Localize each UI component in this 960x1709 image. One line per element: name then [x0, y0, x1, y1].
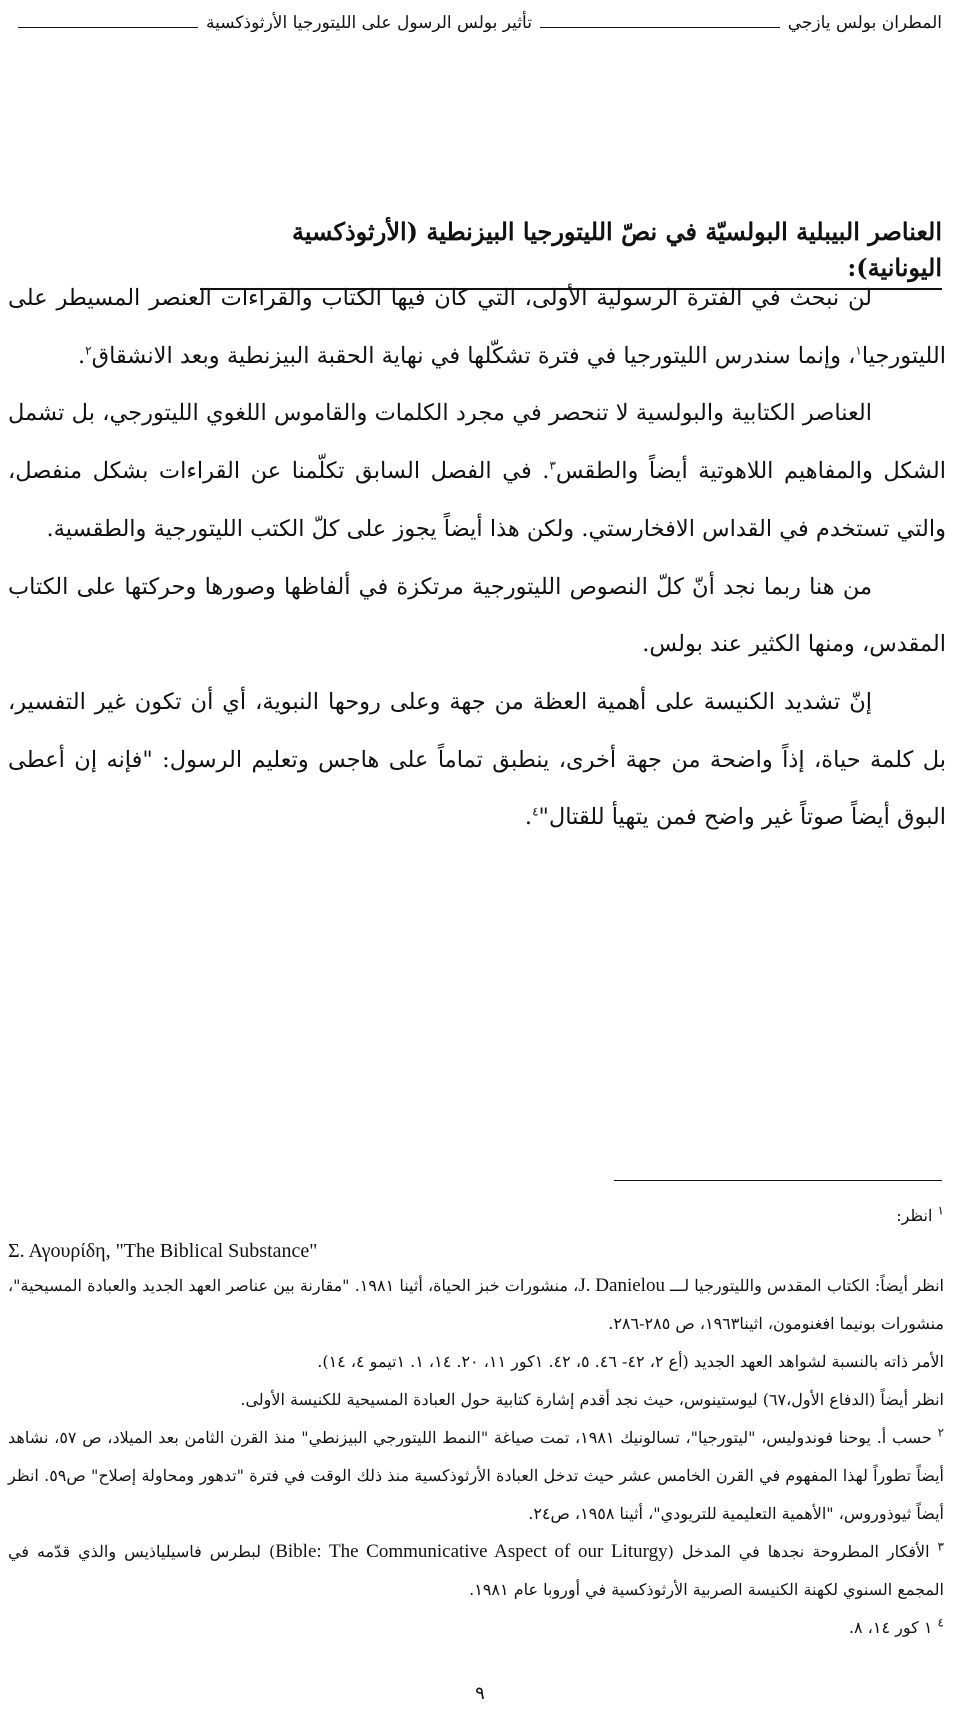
paragraph-3: من هنا ربما نجد أنّ كلّ النصوص الليتورجية مرتكزة في ألفاظها وصورها وحركتها على الكتاب المقدس، ومنها الكثير عند بولس.	[8, 573, 946, 658]
running-header	[10, 6, 942, 34]
header-rule-left	[18, 27, 198, 28]
footnote-1-line-b: الأمر ذاته بالنسبة لشواهد العهد الجديد (أع ٢، ٤٢- ٤٦. ٥، ٤٢. ١كور ١١، ٢٠. ١٤، ١. ١تيمو ٤، ١٤).	[317, 1352, 944, 1371]
footnote-4: $^٤$ ١ كور ١٤، ٨.	[848, 1615, 944, 1637]
footnote-1-label: $^١$ انظر:	[896, 1203, 944, 1225]
footnote-1-greek-reference: Σ. Αγουρίδη, "The Biblical Substance"	[8, 1240, 318, 1262]
liturgy-english-title: Bible: The Communicative Aspect of our Liturgy	[275, 1541, 668, 1562]
footnote-2: $^٢$ حسب أ. يوحنا فوندوليس، "ليتورجيا"، تسالونيك ١٩٨١، تمت صياغة "النمط الليتورجي البيزنطي" منذ القرن الثامن بعد الميلاد، ص ٥٧، نشاهد أيضاً تطوراً لهذا المفهوم في القرن الخامس عشر حيث تدخل العبادة الأرثوذكسية منذ ذلك الوقت في فترة "تدهور ومحاولة إصلاح" ص٥٩. انظر أيضاً ثيوذوروس، "الأهمية التعليمية للتريودي"، أثينا ١٩٥٨، ص٢٤.	[8, 1425, 945, 1523]
footnote-3-marker: ٣	[937, 1539, 944, 1554]
footnote-ref-4[interactable]: ٤	[532, 804, 539, 819]
header-running-title: تأثير بولس الرسول على الليتورجيا الأرثوذكسية	[206, 13, 532, 33]
footnote-1-line-c: انظر أيضاً (الدفاع الأول،٦٧) ليوستينوس، حيث نجد أقدم إشارة كتابية حول العبادة المسيحية للكنيسة الأولى.	[240, 1390, 944, 1409]
footnote-ref-2[interactable]: ٢	[85, 343, 92, 358]
section-title: العناصر البيبلية البولسيّة في نصّ الليتورجيا البيزنطية (الأرثوذكسية اليونانية):	[200, 214, 942, 290]
footnote-1-marker: ١	[937, 1203, 944, 1218]
danielou-reference: J. Danielou	[578, 1275, 665, 1296]
footnote-separator	[614, 1180, 942, 1181]
footnote-3: $^٣$ الأفكار المطروحة نجدها في المدخل (Bible: The Communicative Aspect of our Liturgy) لبطرس فاسيلياذيس والذي قدّمه في المجمع السنوي لكهنة الكنيسة الصربية الأرثوذكسية في أوروبا عام ١٩٨١.	[8, 1539, 944, 1599]
footnote-2-marker: ٢	[937, 1425, 945, 1440]
paragraph-1: لن نبحث في الفترة الرسولية الأولى، التي كان فيها الكتاب والقراءات العنصر المسيطر على الليتورجيا$^١$، وإنما سندرس الليتورجيا في فترة تشكّلها في نهاية الحقبة البيزنطية وبعد الانشقاق$^٢$.	[8, 285, 946, 369]
footnote-ref-1[interactable]: ١	[855, 343, 862, 358]
header-rule-right	[540, 27, 780, 28]
footnotes	[8, 1197, 944, 1647]
page-number: ٩	[475, 1683, 485, 1704]
paragraph-2: العناصر الكتابية والبولسية لا تنحصر في مجرد الكلمات والقاموس اللغوي الليتورجي، بل تشمل الشكل والمفاهيم اللاهوتية أيضاً والطقس$^٣$. في الفصل السابق تكلّمنا عن القراءات بشكل منفصل، والتي تستخدم في القداس الافخارستي. ولكن هذا أيضاً يجوز على كلّ الكتب الليتورجية والطقسية.	[8, 400, 946, 542]
footnote-ref-3[interactable]: ٣	[549, 458, 556, 473]
footnote-1-line-a: انظر أيضاً: الكتاب المقدس والليتورجيا لـــ J. Danielou، منشورات خبز الحياة، أثينا ١٩٨١. "مقارنة بين عناصر العهد الجديد والعبادة المسيحية"، منشورات بونيما افغنومون، اثينا١٩٦٣، ص ٢٨٥-٢٨٦.	[8, 1275, 944, 1333]
footnote-4-marker: ٤	[937, 1615, 944, 1630]
header-author: المطران بولس يازجي	[787, 13, 942, 33]
paragraph-4: إنّ تشديد الكنيسة على أهمية العظة من جهة وعلى روحها النبوية، أي أن تكون غير التفسير، بل كلمة حياة، إذاً واضحة من جهة أخرى، ينطبق تماماً على هاجس وتعليم الرسول: "فإنه إن أعطى البوق أيضاً صوتاً غير واضح فمن يتهيأ للقتال"$^٤$.	[8, 688, 946, 831]
body-text	[8, 270, 946, 847]
